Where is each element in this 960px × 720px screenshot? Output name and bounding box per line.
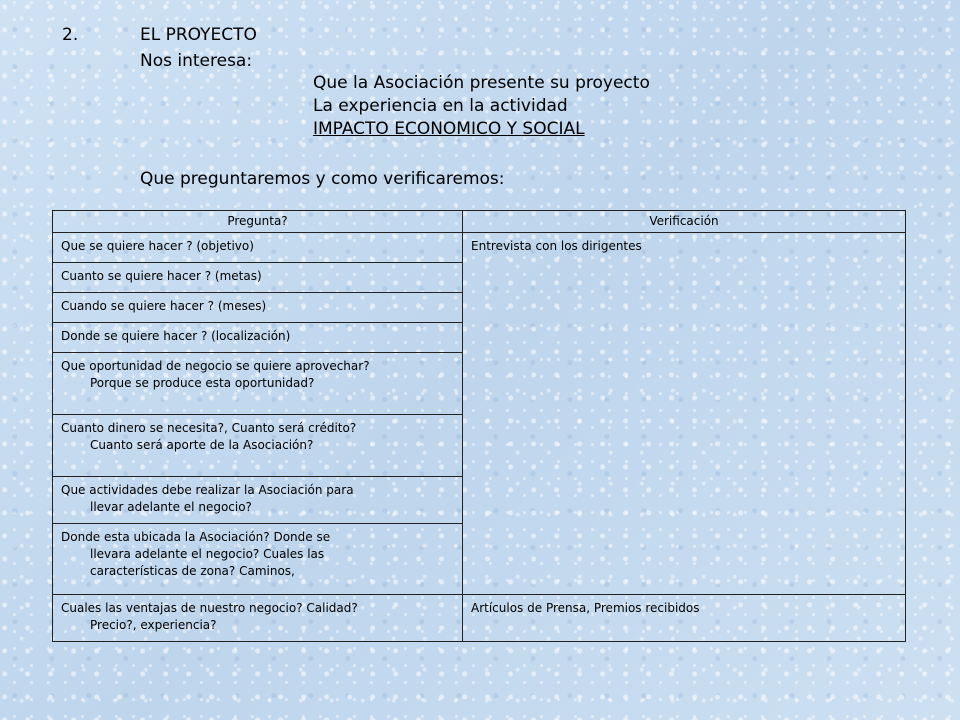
question-cell — [53, 524, 463, 595]
question-line: Porque se produce esta oportunidad? — [90, 376, 315, 390]
question-line: Precio?, experiencia? — [90, 618, 217, 632]
question-cell — [53, 353, 463, 415]
question-cell — [53, 263, 463, 293]
question-line: llevar adelante el negocio? — [90, 500, 252, 514]
interest-item: La experiencia en la actividad — [313, 96, 568, 116]
verification-cell: Artículos de Prensa, Premios recibidos — [463, 595, 906, 642]
interest-item-underlined: IMPACTO ECONOMICO Y SOCIAL — [313, 119, 585, 139]
header-question: Pregunta? — [53, 211, 463, 233]
question-line: Cuanto se quiere hacer ? (metas) — [61, 269, 262, 283]
question-line: Que se quiere hacer ? (objetivo) — [61, 239, 254, 253]
section-title: EL PROYECTO — [140, 25, 257, 45]
question-cell — [53, 233, 463, 263]
question-line: Cuanto será aporte de la Asociación? — [90, 438, 314, 452]
table-header-row — [53, 211, 906, 233]
question-line: Cuanto dinero se necesita?, Cuanto será crédito? — [61, 421, 357, 435]
question-cell — [53, 595, 463, 642]
question-cell — [53, 477, 463, 524]
interest-item: Que la Asociación presente su proyecto — [313, 73, 650, 93]
table-row — [53, 233, 906, 263]
question-line: Que oportunidad de negocio se quiere aprovechar? — [61, 359, 370, 373]
questions-table — [52, 210, 906, 642]
table-row — [53, 595, 906, 642]
question-cell — [53, 323, 463, 353]
question-cell — [53, 415, 463, 477]
header-verification: Verificación — [463, 211, 906, 233]
question-line: Cuando se quiere hacer ? (meses) — [61, 299, 267, 313]
question-line: Cuales las ventajas de nuestro negocio? Calidad? — [61, 601, 358, 615]
verification-cell: Entrevista con los dirigentes — [463, 233, 906, 595]
question-line: Donde esta ubicada la Asociación? Donde se — [61, 530, 331, 544]
section-subtitle: Nos interesa: — [140, 51, 253, 71]
question-line: Donde se quiere hacer ? (localización) — [61, 329, 291, 343]
question-line: características de zona? Caminos, — [90, 564, 295, 578]
section-number: 2. — [62, 25, 79, 45]
question-intro: Que preguntaremos y como verificaremos: — [140, 169, 505, 189]
question-line: llevara adelante el negocio? Cuales las — [90, 547, 325, 561]
question-cell — [53, 293, 463, 323]
interest-list — [313, 72, 650, 141]
question-line: Que actividades debe realizar la Asociación para — [61, 483, 354, 497]
